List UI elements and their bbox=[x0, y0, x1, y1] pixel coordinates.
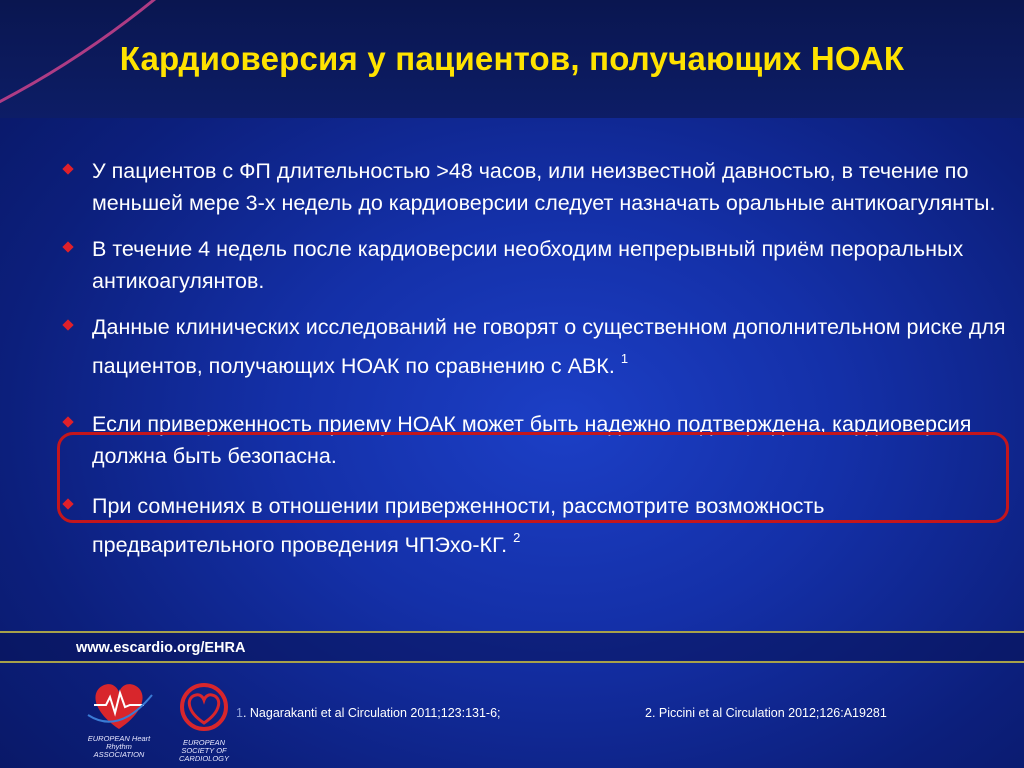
bullet-item bbox=[60, 311, 1010, 382]
decorative-arc bbox=[0, 0, 240, 160]
bullet-text: У пациентов с ФП длительностью >48 часов, или неизвестной давностью, в течение по меньшей мере 3-х недель до кардиоверсии следует назначать оральные антикоагулянты. bbox=[92, 159, 996, 215]
esc-logo-text: EUROPEAN SOCIETY OF CARDIOLOGY bbox=[178, 738, 229, 763]
bullet-diamond-icon bbox=[62, 416, 73, 427]
ehra-heart-icon bbox=[82, 675, 156, 735]
bullet-text: При сомнениях в отношении приверженности, рассмотрите возможность предварительного проведения ЧПЭхо-КГ. bbox=[92, 494, 825, 557]
bullet-text: Данные клинических исследований не говорят о существенном дополнительном риске для пациентов, получающих НОАК по сравнению с АВК. bbox=[92, 315, 1006, 378]
bullet-text: Если приверженность приему НОАК может быть надежно подтверждена, кардиоверсия должна быть безопасна. bbox=[92, 412, 972, 468]
esc-heart-icon bbox=[166, 677, 242, 737]
bullet-item bbox=[60, 155, 1010, 219]
ehra-logo bbox=[82, 675, 156, 763]
bullet-text: В течение 4 недель после кардиоверсии необходим непрерывный приём пероральных антикоагулянтов. bbox=[92, 237, 964, 293]
footer bbox=[0, 663, 1024, 768]
website-link[interactable]: www.escardio.org/EHRA bbox=[76, 640, 246, 656]
footnote-marker: 2 bbox=[513, 530, 521, 545]
esc-logo bbox=[166, 677, 242, 765]
footnote-marker: 1 bbox=[620, 351, 629, 366]
reference-1: 1. Nagarakanti et al Circulation 2011;123:131-6; bbox=[236, 706, 501, 720]
bullet-diamond-icon bbox=[62, 241, 73, 252]
reference-2: 2. Piccini et al Circulation 2012;126:A19281 bbox=[645, 706, 887, 720]
bullet-diamond-icon bbox=[62, 319, 73, 330]
bullet-diamond-icon bbox=[62, 163, 73, 174]
bullet-item bbox=[60, 233, 1010, 297]
url-bar bbox=[0, 631, 1024, 663]
slide-title: Кардиоверсия у пациентов, получающих НОАК bbox=[119, 40, 905, 77]
highlight-box bbox=[57, 432, 1009, 523]
ehra-logo-text: EUROPEAN Heart Rhythm ASSOCIATION bbox=[87, 734, 151, 759]
